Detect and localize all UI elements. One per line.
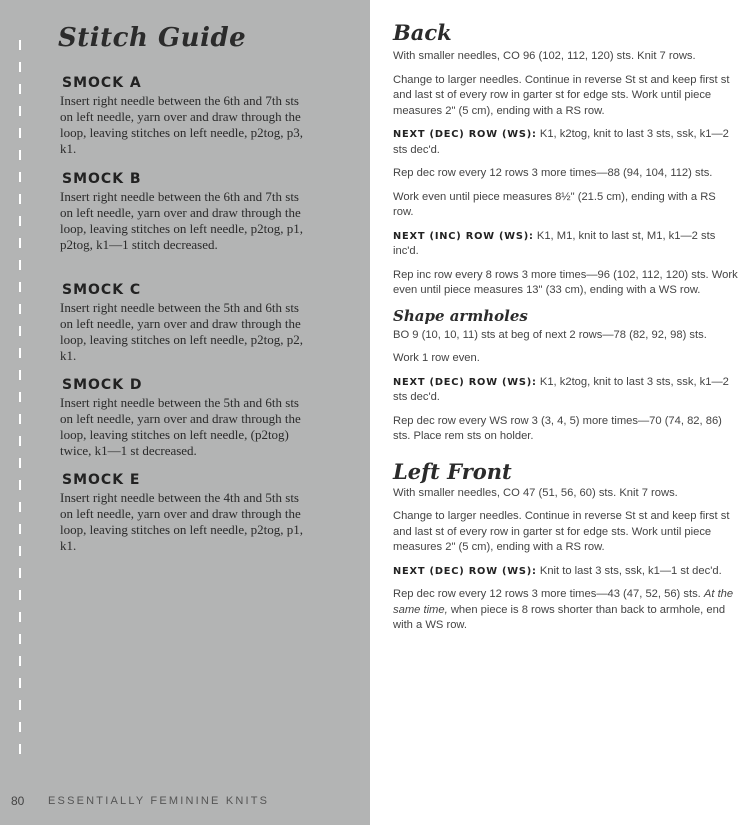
smock-instructions: Insert right needle between the 6th and 7th sts on left needle, yarn over and draw through the loop, leaving stitches on left needle, p2tog, p1, p2tog, k1—1 stitch decreased. <box>60 189 303 252</box>
back-paragraph: Change to larger needles. Continue in reverse St st and keep first st and last st of every row in garter st for edge sts. Work until piece measures 2" (5 cm), ending with a RS row. <box>393 73 730 117</box>
row-text: K1, k2tog, knit to last 3 sts, ssk, k1—2 sts dec'd. <box>393 128 729 156</box>
smock-heading: SMOCK B <box>62 171 142 187</box>
row-label: NEXT (DEC) ROW (WS): <box>393 129 537 140</box>
smock-e-section <box>60 472 310 554</box>
armholes-paragraph: BO 9 (10, 10, 11) sts at beg of next 2 rows—78 (82, 92, 98) sts. <box>393 328 707 341</box>
left-front-dec-row <box>393 564 738 580</box>
back-paragraph: Rep inc row every 8 rows 3 more times—96 (102, 112, 120) sts. Work even until piece measures 13" (33 cm), ending with a WS row. <box>393 268 738 296</box>
emphasis-text: At the same time, <box>393 588 734 616</box>
back-paragraph: With smaller needles, CO 96 (102, 112, 120) sts. Knit 7 rows. <box>393 50 696 62</box>
smock-heading: SMOCK C <box>62 282 142 298</box>
row-label: NEXT (INC) ROW (WS): <box>393 230 534 242</box>
left-front-paragraph: Change to larger needles. Continue in reverse St st and keep first st and last st of every row in garter st for edge sts. Work until piece measures 2" (5 cm), ending with a RS row. <box>393 510 730 553</box>
stitch-guide-title: Stitch Guide <box>58 23 247 53</box>
stitch-guide-panel <box>0 0 370 825</box>
page-number: 80 <box>11 794 25 808</box>
back-dec-row <box>393 127 738 158</box>
row-label: NEXT (DEC) ROW (WS): <box>393 376 537 388</box>
left-front-paragraph: With smaller needles, CO 47 (51, 56, 60) sts. Knit 7 rows. <box>393 486 678 499</box>
smock-heading: SMOCK A <box>62 75 142 91</box>
smock-b-section <box>60 171 310 253</box>
smock-instructions: Insert right needle between the 5th and 6th sts on left needle, yarn over and draw through the loop, leaving stitches on left needle, p2tog, p2, k1. <box>60 300 303 363</box>
decorative-dashed-line <box>19 40 21 765</box>
pattern-instructions <box>393 20 738 642</box>
smock-d-section <box>60 377 310 459</box>
row-text: K1, k2tog, knit to last 3 sts, ssk, k1—2 sts dec'd. <box>393 375 729 403</box>
row-label: NEXT (DEC) ROW (WS): <box>393 565 537 577</box>
back-heading: Back <box>393 20 452 45</box>
smock-heading: SMOCK D <box>62 377 143 393</box>
text-run: Rep dec row every 12 rows 3 more times—43 (47, 52, 56) sts. <box>393 588 704 600</box>
left-front-paragraph <box>393 587 738 634</box>
smock-a-section <box>60 75 310 157</box>
smock-instructions: Insert right needle between the 4th and 5th sts on left needle, yarn over and draw through the loop, leaving stitches on left needle, p2tog, p1, k1. <box>60 490 303 553</box>
book-title: ESSENTIALLY FEMININE KNITS <box>48 795 270 807</box>
armholes-paragraph: Rep dec row every WS row 3 (3, 4, 5) more times—70 (74, 82, 86) sts. Place rem sts on holder. <box>393 414 722 442</box>
back-paragraph: Rep dec row every 12 rows 3 more times—88 (94, 104, 112) sts. <box>393 167 713 179</box>
shape-armholes-heading: Shape armholes <box>393 306 528 325</box>
left-front-heading: Left Front <box>393 458 512 484</box>
back-paragraph: Work even until piece measures 8½" (21.5 cm), ending with a RS row. <box>393 190 716 218</box>
text-run: when piece is 8 rows shorter than back to armhole, end with a WS row. <box>393 603 726 631</box>
back-inc-row <box>393 229 738 260</box>
smock-heading: SMOCK E <box>62 472 141 488</box>
smock-instructions: Insert right needle between the 6th and 7th sts on left needle, yarn over and draw through the loop, leaving stitches on left needle, p2tog, p3, k1. <box>60 93 303 156</box>
row-text: Knit to last 3 sts, ssk, k1—1 st dec'd. <box>536 564 722 577</box>
armholes-paragraph: Work 1 row even. <box>393 352 480 364</box>
armholes-dec-row <box>393 375 738 406</box>
smock-c-section <box>60 282 310 364</box>
smock-instructions: Insert right needle between the 5th and 6th sts on left needle, yarn over and draw through the loop, leaving stitches on left needle, (p2tog) twice, k1—1 st decreased. <box>60 395 301 458</box>
row-text: K1, M1, knit to last st, M1, k1—2 sts inc'd. <box>393 229 716 257</box>
